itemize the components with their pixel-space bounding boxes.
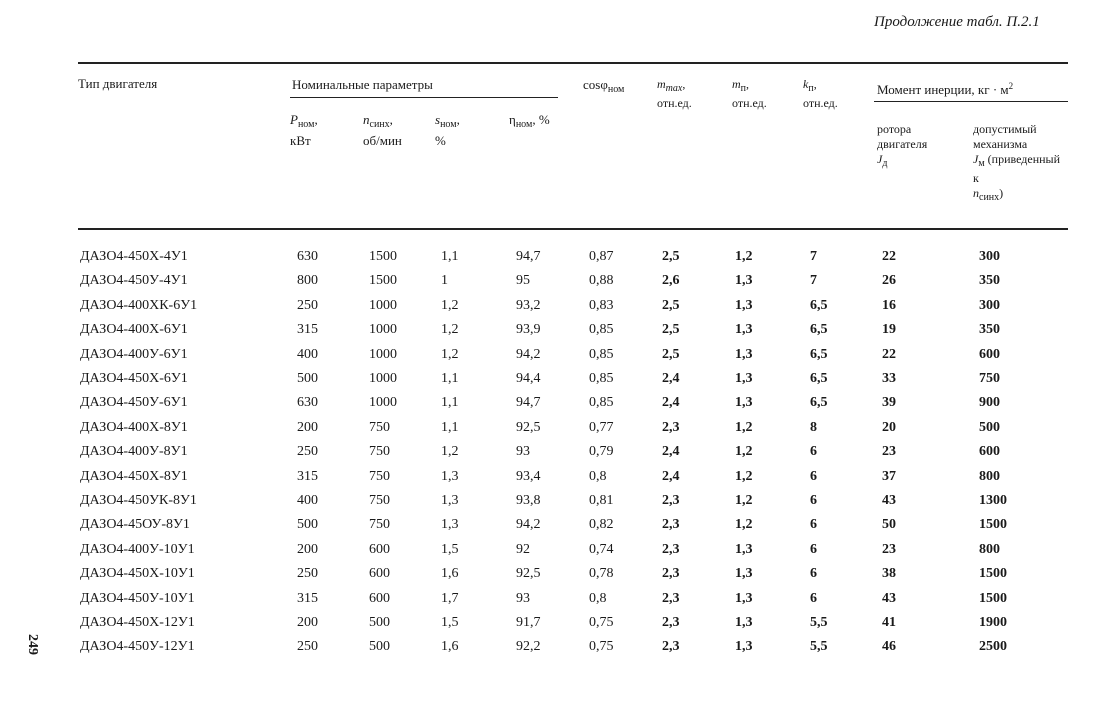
nominal-params-rule (290, 97, 558, 98)
header-m-max: $m_{max}$, отн.ед. (657, 77, 692, 110)
cell-k-p: 6 (810, 444, 817, 460)
table-row (0, 298, 1106, 322)
cell-m-max: 2,3 (662, 493, 680, 508)
cell-motor-type: ДАЗО4-450УК-8У1 (80, 493, 197, 508)
table-row (0, 444, 1106, 468)
table-row (0, 420, 1106, 444)
cell-motor-type: ДАЗО4-400Х-6У1 (80, 322, 188, 338)
table-row (0, 639, 1106, 663)
cell-j-allowed: 300 (979, 297, 1000, 313)
cell-k-p: 6,5 (810, 297, 828, 313)
cell-m-max: 2,3 (662, 615, 680, 630)
cell-m-max: 2,4 (662, 444, 680, 460)
cell-p-nom: 200 (297, 615, 318, 630)
cell-eta-nom: 93 (516, 590, 530, 606)
cell-m-max: 2,5 (662, 346, 680, 362)
cell-j-allowed: 1500 (979, 517, 1007, 533)
header-m-p: $m_п$, отн.ед. (732, 77, 767, 110)
header-eta-nom (509, 112, 550, 133)
cell-p-nom: 200 (297, 419, 318, 435)
cell-k-p: 8 (810, 419, 817, 435)
allowed-n-symbol: n (973, 186, 979, 200)
cell-cos-phi: 0,85 (589, 395, 614, 411)
header-k-p: $k_п$, отн.ед. (803, 77, 838, 110)
rotor-label: ротора двигателя (877, 122, 928, 151)
cell-j-allowed: 900 (979, 395, 1000, 411)
cell-n-sync: 1500 (369, 249, 397, 264)
cell-j-rotor: 23 (882, 541, 896, 557)
cell-j-rotor: 50 (882, 517, 896, 533)
cell-j-allowed: 1300 (979, 493, 1007, 508)
cell-p-nom: 500 (297, 371, 318, 386)
s-subscript: ном (440, 119, 457, 130)
cell-m-p: 1,3 (735, 566, 753, 582)
cell-k-p: 6 (810, 493, 817, 508)
cell-n-sync: 500 (369, 639, 390, 655)
cell-s-nom: 1,2 (441, 297, 459, 313)
cell-m-p: 1,3 (735, 639, 753, 655)
cell-m-p: 1,3 (735, 273, 753, 289)
cell-m-p: 1,2 (735, 493, 753, 508)
n-symbol: n (363, 112, 370, 127)
cell-p-nom: 800 (297, 273, 318, 289)
allowed-close: ) (999, 186, 1004, 200)
cell-m-max: 2,6 (662, 273, 680, 289)
cell-eta-nom: 91,7 (516, 615, 541, 630)
cell-s-nom: 1,6 (441, 639, 459, 655)
cell-p-nom: 315 (297, 590, 318, 606)
n-unit: об/мин (363, 133, 402, 148)
cell-m-max: 2,3 (662, 639, 680, 655)
cell-j-rotor: 39 (882, 395, 896, 411)
kp-unit: отн.ед. (803, 96, 838, 110)
header-p-nom: $P_{ном}$, кВт (290, 112, 318, 148)
table-row (0, 322, 1106, 346)
rotor-symbol: J (877, 152, 883, 166)
cell-j-allowed: 500 (979, 419, 1000, 435)
cell-s-nom: 1,1 (441, 371, 459, 386)
cell-p-nom: 250 (297, 444, 318, 460)
cell-n-sync: 1000 (369, 346, 397, 362)
cell-cos-phi: 0,82 (589, 517, 614, 533)
cell-j-rotor: 19 (882, 322, 896, 338)
cell-m-p: 1,3 (735, 346, 753, 362)
cell-eta-nom: 92 (516, 541, 530, 557)
cell-j-rotor: 46 (882, 639, 896, 655)
cell-cos-phi: 0,85 (589, 322, 614, 338)
cell-cos-phi: 0,88 (589, 273, 614, 289)
inertia-superscript: 2 (1008, 81, 1014, 91)
cell-n-sync: 750 (369, 419, 390, 435)
cell-motor-type: ДАЗО4-400У-6У1 (80, 346, 188, 362)
cell-k-p: 6 (810, 541, 817, 557)
cell-motor-type: ДАЗО4-450У-4У1 (80, 273, 188, 289)
cell-eta-nom: 92,5 (516, 419, 541, 435)
cell-j-rotor: 22 (882, 346, 896, 362)
cell-n-sync: 1000 (369, 297, 397, 313)
p-symbol: P (290, 112, 298, 127)
cell-p-nom: 250 (297, 566, 318, 582)
cell-p-nom: 315 (297, 322, 318, 338)
cell-p-nom: 500 (297, 517, 318, 533)
cell-s-nom: 1,5 (441, 615, 459, 630)
cell-k-p: 6 (810, 468, 817, 484)
cell-m-max: 2,3 (662, 590, 680, 606)
cell-m-max: 2,3 (662, 419, 680, 435)
cell-p-nom: 250 (297, 297, 318, 313)
cell-n-sync: 600 (369, 566, 390, 582)
cell-p-nom: 200 (297, 541, 318, 557)
cell-eta-nom: 92,5 (516, 566, 541, 582)
table-row (0, 591, 1106, 615)
cell-j-allowed: 350 (979, 322, 1000, 338)
header-allowed-inertia (973, 122, 1068, 205)
cell-j-rotor: 43 (882, 590, 896, 606)
cell-m-p: 1,2 (735, 468, 753, 484)
cell-motor-type: ДАЗО4-450Х-12У1 (80, 615, 195, 630)
table-row (0, 273, 1106, 297)
cell-motor-type: ДАЗО4-400ХК-6У1 (80, 297, 198, 313)
cell-k-p: 6,5 (810, 322, 828, 338)
cell-motor-type: ДАЗО4-450У-10У1 (80, 590, 195, 606)
header-s-nom: $s_{ном}$, % (435, 112, 460, 148)
cell-p-nom: 400 (297, 493, 318, 508)
cell-motor-type: ДАЗО4-450Х-6У1 (80, 371, 188, 386)
cell-j-rotor: 16 (882, 297, 896, 313)
cell-j-rotor: 38 (882, 566, 896, 582)
cell-eta-nom: 94,4 (516, 371, 541, 386)
cell-s-nom: 1,1 (441, 395, 459, 411)
cell-cos-phi: 0,75 (589, 639, 614, 655)
cell-motor-type: ДАЗО4-400У-8У1 (80, 444, 188, 460)
n-subscript: синх (369, 119, 390, 130)
cell-eta-nom: 94,2 (516, 346, 541, 362)
cell-motor-type: ДАЗО4-450У-12У1 (80, 639, 195, 655)
cell-j-allowed: 600 (979, 444, 1000, 460)
cell-eta-nom: 94,7 (516, 395, 541, 411)
cell-n-sync: 750 (369, 517, 390, 533)
cell-n-sync: 600 (369, 541, 390, 557)
cell-m-p: 1,3 (735, 371, 753, 386)
mp-symbol: m (732, 77, 741, 91)
cell-s-nom: 1,6 (441, 566, 459, 582)
cell-m-p: 1,3 (735, 615, 753, 630)
cell-s-nom: 1,1 (441, 419, 459, 435)
cell-s-nom: 1,2 (441, 346, 459, 362)
cell-eta-nom: 94,2 (516, 517, 541, 533)
allowed-symbol: J (973, 152, 979, 166)
cell-m-p: 1,2 (735, 249, 753, 264)
cell-eta-nom: 93,2 (516, 297, 541, 313)
cell-k-p: 7 (810, 273, 817, 289)
cell-eta-nom: 95 (516, 273, 530, 289)
cell-m-max: 2,3 (662, 541, 680, 557)
allowed-note: (приведенный к (973, 152, 1061, 185)
cell-m-p: 1,3 (735, 322, 753, 338)
allowed-subscript: м (978, 158, 985, 169)
cell-cos-phi: 0,87 (589, 249, 614, 264)
header-n-sync: $n_{синх}$, об/мин (363, 112, 402, 148)
cell-k-p: 5,5 (810, 639, 828, 655)
cell-j-rotor: 22 (882, 249, 896, 264)
table-row (0, 371, 1106, 395)
cell-eta-nom: 93,8 (516, 493, 541, 508)
cell-m-max: 2,5 (662, 322, 680, 338)
eta-unit: , % (532, 112, 550, 127)
mmax-unit: отн.ед. (657, 96, 692, 110)
header-cos-phi (583, 77, 624, 98)
cell-j-allowed: 1500 (979, 566, 1007, 582)
cell-s-nom: 1,3 (441, 493, 459, 508)
table-row (0, 566, 1106, 590)
cell-cos-phi: 0,74 (589, 541, 614, 557)
cell-cos-phi: 0,83 (589, 297, 614, 313)
cell-cos-phi: 0,8 (589, 468, 607, 484)
cell-s-nom: 1,3 (441, 468, 459, 484)
mmax-symbol: m (657, 77, 666, 91)
table-row (0, 347, 1106, 371)
cell-j-rotor: 37 (882, 468, 896, 484)
p-subscript: ном (297, 119, 315, 130)
cell-j-allowed: 800 (979, 541, 1000, 557)
cell-n-sync: 750 (369, 444, 390, 460)
cell-motor-type: ДАЗО4-400У-10У1 (80, 541, 195, 557)
cell-j-allowed: 1900 (979, 615, 1007, 630)
cell-j-rotor: 20 (882, 419, 896, 435)
cell-k-p: 6 (810, 517, 817, 533)
kp-symbol: k (803, 77, 809, 91)
cell-m-max: 2,5 (662, 249, 680, 264)
page-number: 249 (25, 634, 40, 655)
cell-s-nom: 1,3 (441, 517, 459, 533)
cell-cos-phi: 0,79 (589, 444, 614, 460)
cell-n-sync: 1000 (369, 371, 397, 386)
cell-eta-nom: 93,4 (516, 468, 541, 484)
cell-n-sync: 500 (369, 615, 390, 630)
inertia-label: Момент инерции, кг · м (877, 82, 1009, 97)
cell-j-rotor: 26 (882, 273, 896, 289)
cell-s-nom: 1,2 (441, 444, 459, 460)
cell-p-nom: 630 (297, 395, 318, 411)
cell-s-nom: 1,2 (441, 322, 459, 338)
cell-m-max: 2,4 (662, 371, 680, 386)
cell-eta-nom: 94,7 (516, 249, 541, 264)
s-symbol: s (435, 112, 441, 127)
cell-s-nom: 1 (441, 273, 448, 289)
cell-cos-phi: 0,8 (589, 590, 607, 606)
cell-p-nom: 630 (297, 249, 318, 264)
cell-j-allowed: 300 (979, 249, 1000, 264)
cell-m-max: 2,4 (662, 468, 680, 484)
header-rotor-inertia (877, 122, 961, 171)
cell-k-p: 6 (810, 566, 817, 582)
eta-symbol: η (509, 112, 516, 127)
s-unit: % (435, 133, 446, 148)
cell-s-nom: 1,7 (441, 590, 459, 606)
cell-m-p: 1,2 (735, 419, 753, 435)
cell-j-allowed: 350 (979, 273, 1000, 289)
cos-subscript: ном (607, 84, 625, 95)
allowed-n-subscript: синх (979, 192, 1000, 203)
table-row (0, 517, 1106, 541)
cell-motor-type: ДАЗО4-450Х-10У1 (80, 566, 195, 582)
table-row (0, 395, 1106, 419)
cell-cos-phi: 0,85 (589, 371, 614, 386)
cell-j-allowed: 600 (979, 346, 1000, 362)
cell-k-p: 6,5 (810, 395, 828, 411)
cell-k-p: 6 (810, 590, 817, 606)
cell-k-p: 5,5 (810, 615, 828, 630)
cell-p-nom: 315 (297, 468, 318, 484)
table-caption: Продолжение табл. П.2.1 (874, 14, 1040, 30)
table-row (0, 615, 1106, 639)
cell-eta-nom: 92,2 (516, 639, 541, 655)
cell-cos-phi: 0,85 (589, 346, 614, 362)
mp-unit: отн.ед. (732, 96, 767, 110)
cell-eta-nom: 93,9 (516, 322, 541, 338)
cell-k-p: 6,5 (810, 346, 828, 362)
header-inertia (877, 78, 1013, 98)
cos-symbol: cosφ (583, 77, 608, 92)
cell-n-sync: 1000 (369, 395, 397, 411)
cell-m-p: 1,2 (735, 517, 753, 533)
cell-m-p: 1,3 (735, 297, 753, 313)
cell-j-rotor: 41 (882, 615, 896, 630)
cell-k-p: 6,5 (810, 371, 828, 386)
cell-k-p: 7 (810, 249, 817, 264)
cell-eta-nom: 93 (516, 444, 530, 460)
cell-motor-type: ДАЗО4-450Х-8У1 (80, 468, 188, 484)
table-row (0, 493, 1106, 517)
cell-n-sync: 750 (369, 493, 390, 508)
cell-cos-phi: 0,75 (589, 615, 614, 630)
table-row (0, 542, 1106, 566)
cell-motor-type: ДАЗО4-400Х-8У1 (80, 419, 188, 435)
mmax-subscript: max (665, 83, 683, 94)
cell-j-rotor: 33 (882, 371, 896, 386)
allowed-label: допустимый механизма (973, 122, 1037, 151)
cell-n-sync: 1500 (369, 273, 397, 289)
cell-cos-phi: 0,77 (589, 419, 614, 435)
cell-m-max: 2,5 (662, 297, 680, 313)
header-nominal-params: Номинальные параметры (292, 77, 433, 92)
cell-s-nom: 1,1 (441, 249, 459, 264)
table-top-rule (78, 62, 1068, 64)
cell-cos-phi: 0,81 (589, 493, 614, 508)
cell-n-sync: 750 (369, 468, 390, 484)
table-row (0, 249, 1106, 273)
cell-n-sync: 1000 (369, 322, 397, 338)
cell-j-allowed: 750 (979, 371, 1000, 386)
cell-m-p: 1,2 (735, 444, 753, 460)
cell-motor-type: ДАЗО4-450Х-4У1 (80, 249, 188, 264)
cell-n-sync: 600 (369, 590, 390, 606)
cell-j-allowed: 800 (979, 468, 1000, 484)
rotor-subscript: д (882, 158, 888, 169)
inertia-rule (874, 101, 1068, 102)
cell-m-p: 1,3 (735, 395, 753, 411)
header-motor-type: Тип двигателя (78, 76, 158, 91)
cell-m-max: 2,4 (662, 395, 680, 411)
kp-subscript: п (808, 83, 814, 94)
header-bottom-rule (78, 228, 1068, 230)
cell-m-p: 1,3 (735, 541, 753, 557)
mp-subscript: п (740, 83, 747, 94)
cell-s-nom: 1,5 (441, 541, 459, 557)
cell-p-nom: 400 (297, 346, 318, 362)
cell-motor-type: ДАЗО4-450У-6У1 (80, 395, 188, 411)
cell-j-allowed: 1500 (979, 590, 1007, 606)
p-unit: кВт (290, 133, 311, 148)
cell-j-rotor: 43 (882, 493, 896, 508)
cell-cos-phi: 0,78 (589, 566, 614, 582)
cell-j-allowed: 2500 (979, 639, 1007, 655)
cell-m-max: 2,3 (662, 566, 680, 582)
cell-p-nom: 250 (297, 639, 318, 655)
cell-m-p: 1,3 (735, 590, 753, 606)
eta-subscript: ном (515, 119, 533, 130)
cell-motor-type: ДАЗО4-45ОУ-8У1 (80, 517, 190, 533)
table-row (0, 469, 1106, 493)
cell-j-rotor: 23 (882, 444, 896, 460)
cell-m-max: 2,3 (662, 517, 680, 533)
